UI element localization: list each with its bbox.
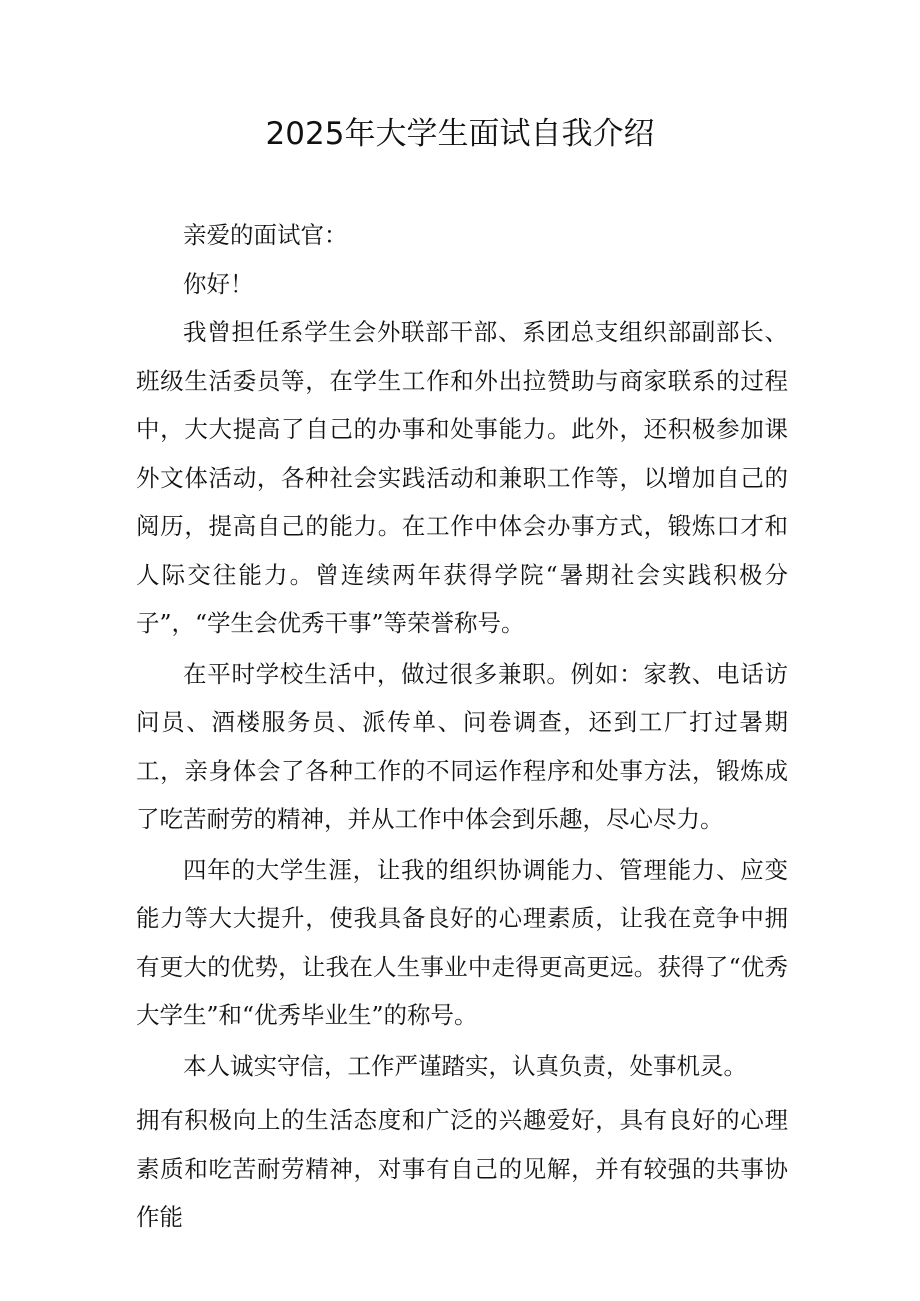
paragraph: 拥有积极向上的生活态度和广泛的兴趣爱好，具有良好的心理素质和吃苦耐劳精神，对事有自己的见解，并有较强的共事协作能 <box>136 1106 788 1231</box>
paragraph: 我曾担任系学生会外联部干部、系团总支组织部副部长、班级生活委员等，在学生工作和外出拉赞助与商家联系的过程中，大大提高了自己的办事和处事能力。此外，还积极参加课外文体活动，各种社会实践活动和兼职工作等，以增加自己的阅历，提高自己的能力。在工作中体会办事方式，锻炼口才和人际交往能力。曾连续两年获得学院“暑期社会实践积极分子”，“学生会优秀干事”等荣誉称号。 <box>136 318 788 637</box>
document-title: 2025年大学生面试自我介绍 <box>265 116 655 152</box>
document-body <box>136 211 788 1242</box>
salutation: 亲爱的面试官： <box>183 221 348 249</box>
paragraph: 本人诚实守信，工作严谨踏实，认真负责，处事机灵。 <box>183 1051 747 1080</box>
greeting: 你好！ <box>183 269 254 298</box>
paragraph: 四年的大学生涯，让我的组织协调能力、管理能力、应变能力等大大提升，使我具备良好的心理素质，让我在竞争中拥有更大的优势，让我在人生事业中走得更高更远。获得了“优秀大学生”和“优秀毕业生”的称号。 <box>136 855 788 1029</box>
paragraph: 在平时学校生活中，做过很多兼职。例如：家教、电话访问员、酒楼服务员、派传单、问卷调查，还到工厂打过暑期工，亲身体会了各种工作的不同运作程序和处事方法，锻炼成了吃苦耐劳的精神，并从工作中体会到乐趣，尽心尽力。 <box>136 659 788 833</box>
